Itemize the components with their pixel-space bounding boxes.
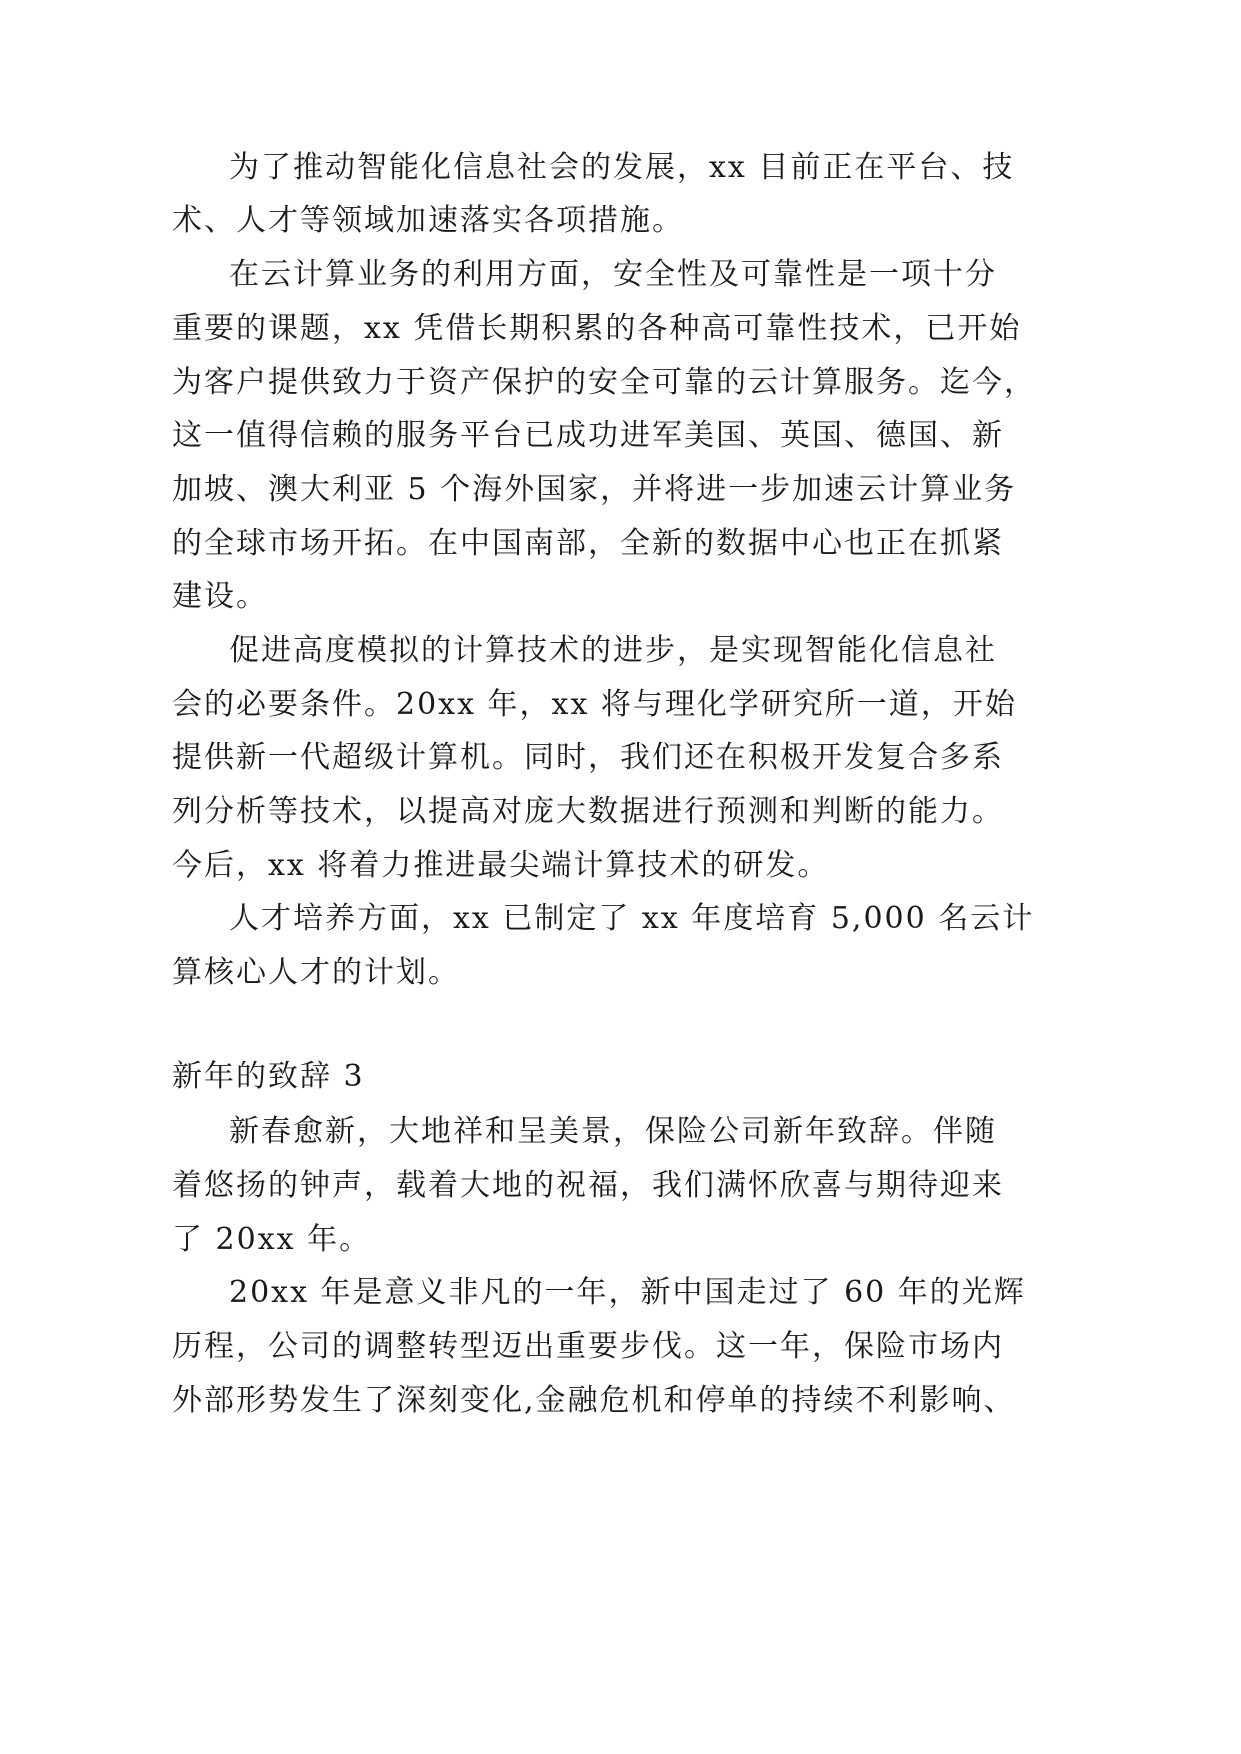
paragraph-2-line-3: 为客户提供致力于资产保护的安全可靠的云计算服务。迄今，: [172, 365, 1036, 400]
paragraph-1-line-1: 为了推动智能化信息社会的发展，xx 目前正在平台、技: [229, 150, 1015, 185]
paragraph-3-line-4: 列分析等技术，以提高对庞大数据进行预测和判断的能力。: [172, 794, 1004, 829]
paragraph-4-line-2: 算核心人才的计划。: [172, 955, 460, 990]
paragraph-3-line-2: 会的必要条件。20xx 年，xx 将与理化学研究所一道，开始: [172, 687, 1017, 722]
section-paragraph-1-line-3: 了 20xx 年。: [172, 1222, 372, 1257]
paragraph-2-line-4: 这一值得信赖的服务平台已成功进军美国、英国、德国、新: [172, 418, 1004, 453]
section-paragraph-2-line-1: 20xx 年是意义非凡的一年，新中国走过了 60 年的光辉: [229, 1275, 1026, 1310]
paragraph-2-line-7: 建设。: [172, 579, 268, 614]
paragraph-2-line-1: 在云计算业务的利用方面，安全性及可靠性是一项十分: [229, 257, 997, 292]
paragraph-3-line-3: 提供新一代超级计算机。同时，我们还在积极开发复合多系: [172, 740, 1004, 775]
paragraph-3-line-5: 今后，xx 将着力推进最尖端计算技术的研发。: [172, 848, 830, 883]
paragraph-2-line-2: 重要的课题，xx 凭借长期积累的各种高可靠性技术，已开始: [172, 311, 1022, 346]
paragraph-1-line-2: 术、人才等领域加速落实各项措施。: [172, 203, 684, 238]
section-heading: 新年的致辞 3: [172, 1059, 365, 1094]
section-paragraph-1-line-2: 着悠扬的钟声，载着大地的祝福，我们满怀欣喜与期待迎来: [172, 1168, 1004, 1203]
section-paragraph-1-line-1: 新春愈新，大地祥和呈美景，保险公司新年致辞。伴随: [229, 1114, 997, 1149]
paragraph-3-line-1: 促进高度模拟的计算技术的进步，是实现智能化信息社: [229, 633, 997, 668]
paragraph-4-line-1: 人才培养方面，xx 已制定了 xx 年度培育 5,000 名云计: [229, 901, 1035, 936]
section-paragraph-2-line-2: 历程，公司的调整转型迈出重要步伐。这一年，保险市场内: [172, 1329, 1004, 1364]
paragraph-2-line-5: 加坡、澳大利亚 5 个海外国家，并将进一步加速云计算业务: [172, 472, 1017, 507]
section-paragraph-2-line-3: 外部形势发生了深刻变化,金融危机和停单的持续不利影响、: [172, 1383, 1016, 1418]
paragraph-2-line-6: 的全球市场开拓。在中国南部，全新的数据中心也正在抓紧: [172, 526, 1004, 561]
